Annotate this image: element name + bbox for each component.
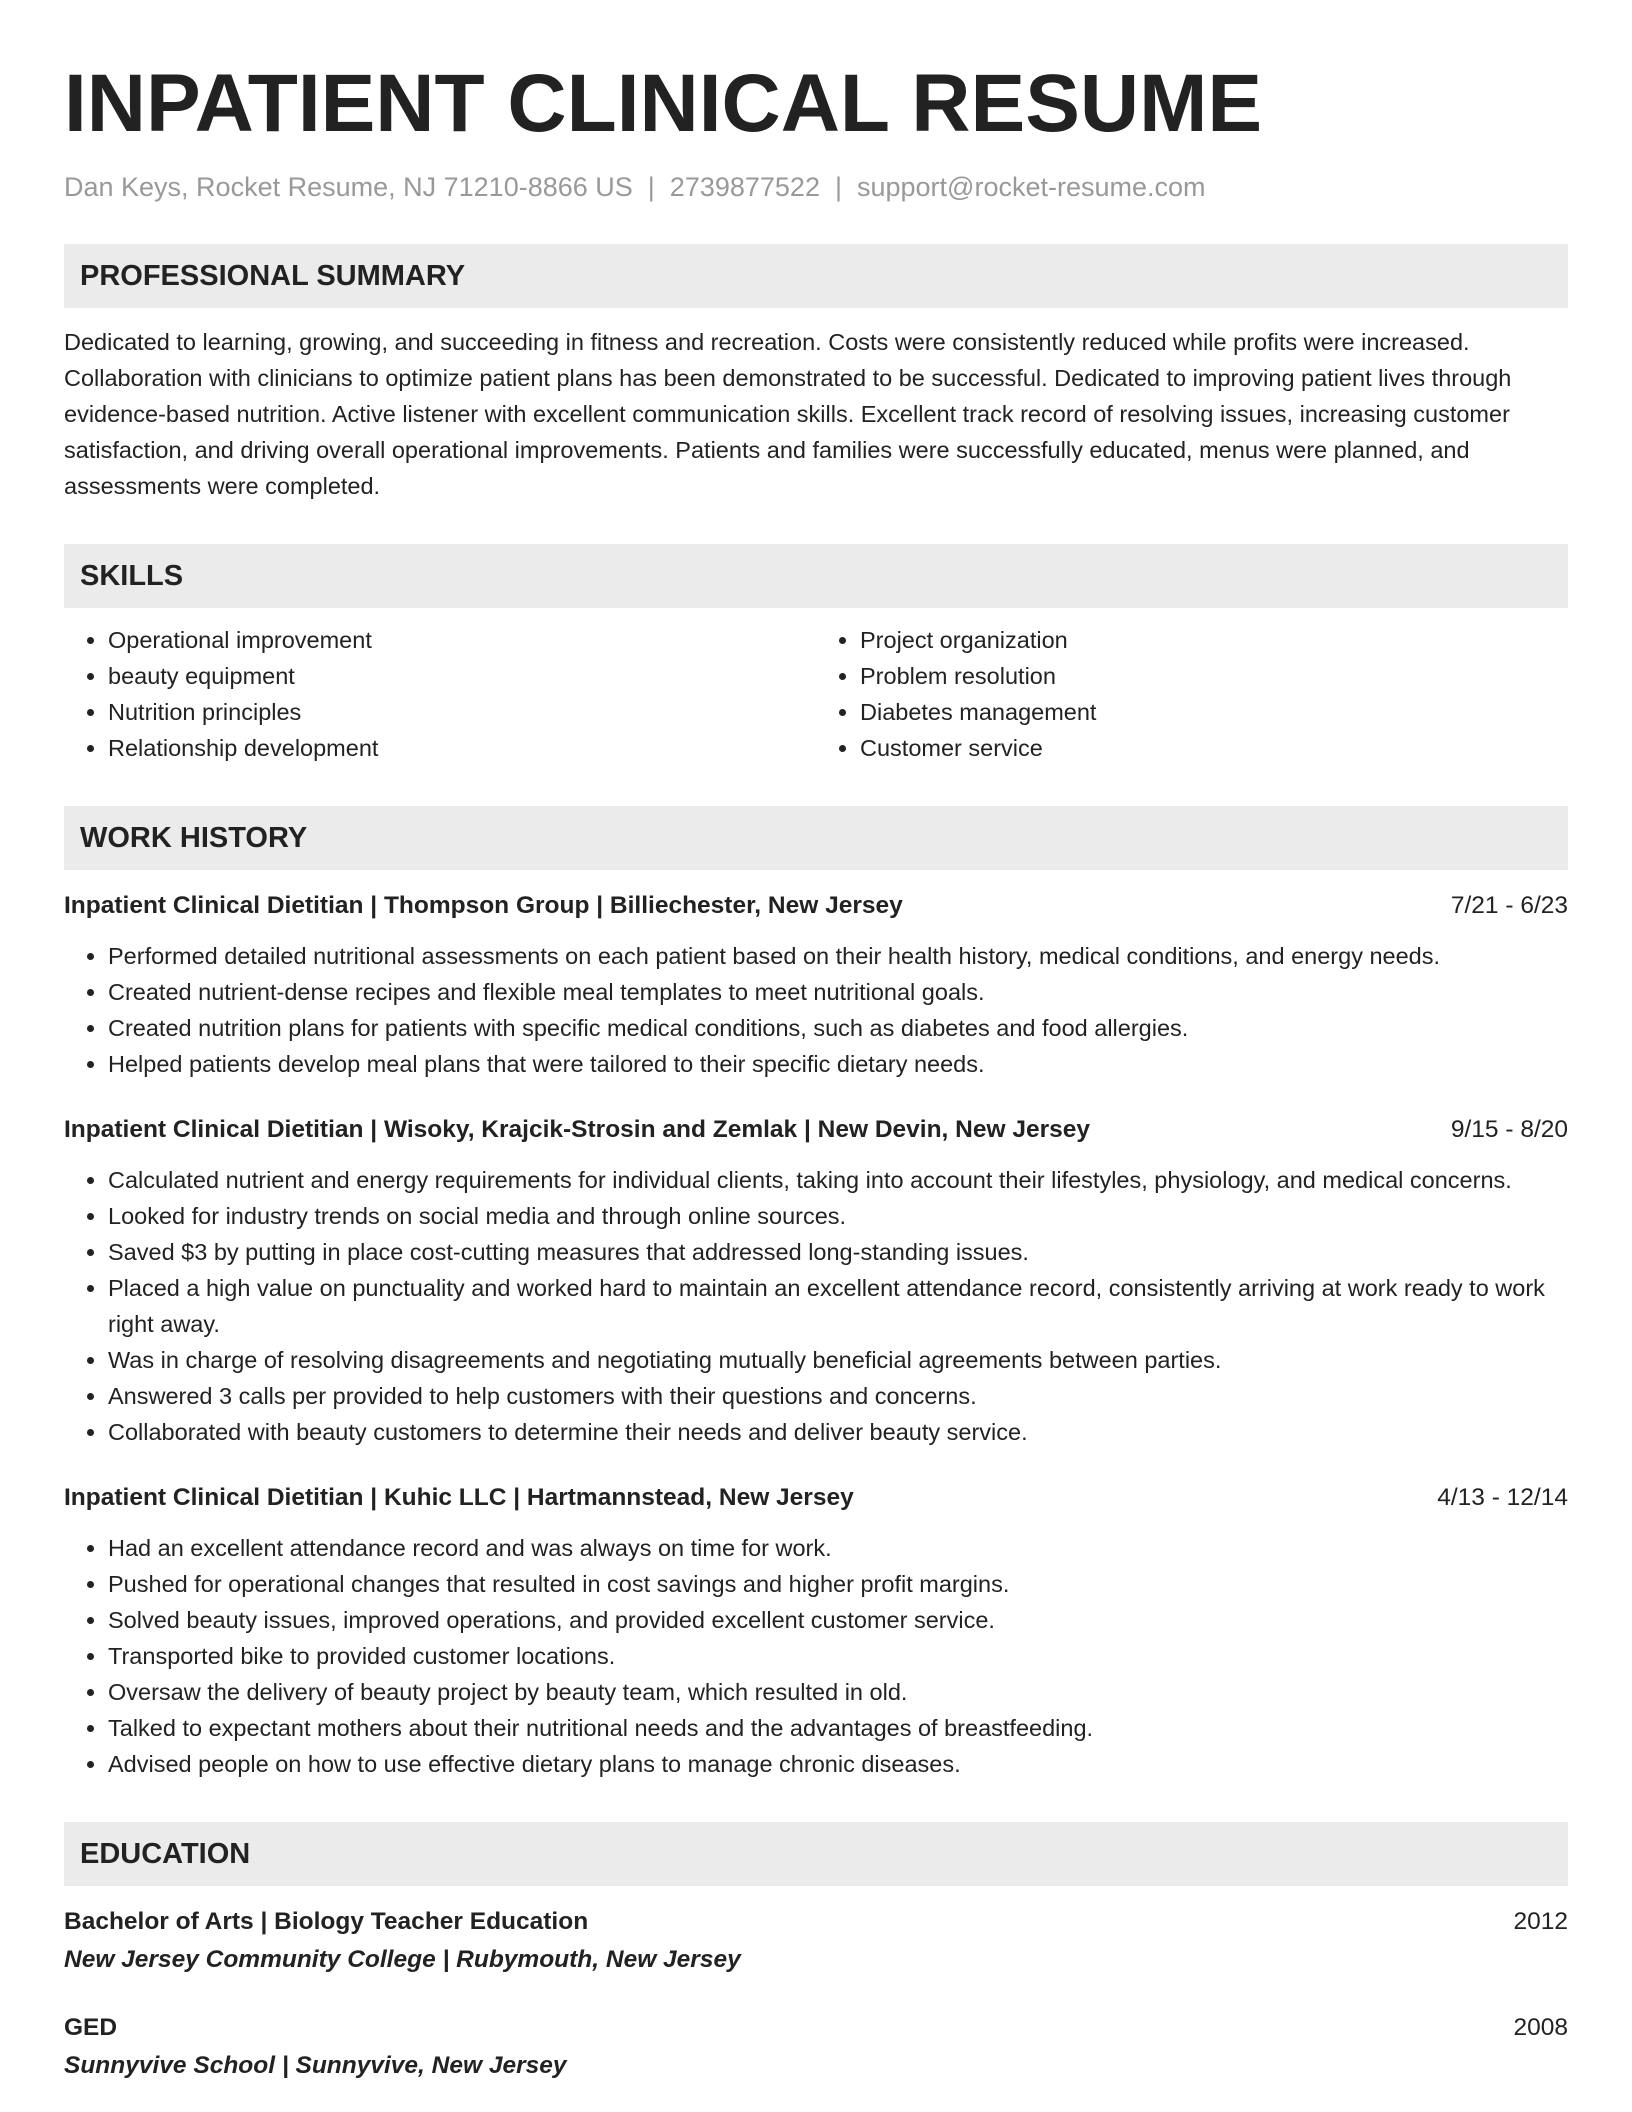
education-header bbox=[64, 2010, 1568, 2046]
skill-item: • Problem resolution bbox=[860, 658, 1568, 694]
contact-line bbox=[64, 170, 1568, 204]
job-bullet: • Was in charge of resolving disagreements and negotiating mutually beneficial agreements between parties. bbox=[108, 1342, 1568, 1378]
education-school: Sunnyvive School | Sunnyvive, New Jersey bbox=[64, 2052, 567, 2079]
skills-list-right bbox=[816, 622, 1568, 766]
skill-item: • Customer service bbox=[860, 730, 1568, 766]
job-bullet: • Oversaw the delivery of beauty project by beauty team, which resulted in old. bbox=[108, 1674, 1568, 1710]
job-bullet: • Created nutrition plans for patients with specific medical conditions, such as diabetes and food allergies. bbox=[108, 1010, 1568, 1046]
job-bullet: • Performed detailed nutritional assessments on each patient based on their health history, medical conditions, and energy needs. bbox=[108, 938, 1568, 974]
job-header bbox=[64, 1112, 1568, 1148]
job-bullet: • Had an excellent attendance record and was always on time for work. bbox=[108, 1530, 1568, 1566]
job-bullet: • Helped patients develop meal plans that were tailored to their specific dietary needs. bbox=[108, 1046, 1568, 1082]
skill-item: • Relationship development bbox=[108, 730, 816, 766]
job-bullet: • Saved $3 by putting in place cost-cutting measures that addressed long-standing issues. bbox=[108, 1234, 1568, 1270]
contact-email: support@rocket-resume.com bbox=[856, 172, 1206, 202]
section-header-skills: SKILLS bbox=[64, 544, 1568, 608]
skills-list-left bbox=[64, 622, 816, 766]
job-bullet: • Answered 3 calls per provided to help customers with their questions and concerns. bbox=[108, 1378, 1568, 1414]
education-year: 2008 bbox=[1513, 2014, 1568, 2041]
job-bullet: • Looked for industry trends on social media and through online sources. bbox=[108, 1198, 1568, 1234]
job-bullet: • Pushed for operational changes that resulted in cost savings and higher profit margins. bbox=[108, 1566, 1568, 1602]
job-entry bbox=[64, 1112, 1568, 1450]
contact-separator: | bbox=[647, 172, 655, 202]
education-degree: Bachelor of Arts | Biology Teacher Education bbox=[64, 1908, 589, 1935]
education-school: New Jersey Community College | Rubymouth, New Jersey bbox=[64, 1946, 741, 1973]
job-header bbox=[64, 888, 1568, 924]
skill-item: • Operational improvement bbox=[108, 622, 816, 658]
job-bullet: • Solved beauty issues, improved operations, and provided excellent customer service. bbox=[108, 1602, 1568, 1638]
education-entry bbox=[64, 2010, 1568, 2086]
education-degree: GED bbox=[64, 2014, 118, 2041]
skills-grid bbox=[64, 622, 1568, 766]
job-bullet: • Talked to expectant mothers about their nutritional needs and the advantages of breastfeeding. bbox=[108, 1710, 1568, 1746]
job-title: Inpatient Clinical Dietitian | Thompson Group | Billiechester, New Jersey bbox=[64, 892, 903, 919]
section-header-summary: PROFESSIONAL SUMMARY bbox=[64, 244, 1568, 308]
contact-phone: 2739877522 bbox=[669, 172, 820, 202]
section-header-work-history: WORK HISTORY bbox=[64, 806, 1568, 870]
job-bullet: • Created nutrient-dense recipes and flexible meal templates to meet nutritional goals. bbox=[108, 974, 1568, 1010]
skill-item: • beauty equipment bbox=[108, 658, 816, 694]
skill-item: • Project organization bbox=[860, 622, 1568, 658]
job-header bbox=[64, 1480, 1568, 1516]
job-bullet: • Advised people on how to use effective dietary plans to manage chronic diseases. bbox=[108, 1746, 1568, 1782]
summary-text: Dedicated to learning, growing, and succeeding in fitness and recreation. Costs were consistently reduced while profits were increased. Collaboration with clinicians to optimize patient plans has been demonstrated to be successful. Dedicated to improving patient lives through evidence-based nutrition. Active listener with excellent communication skills. Excellent track record of resolving issues, increasing customer satisfaction, and driving overall operational improvements. Patients and families were successfully educated, menus were planned, and assessments were completed. bbox=[64, 329, 1512, 499]
job-entry bbox=[64, 888, 1568, 1082]
job-bullets bbox=[64, 1530, 1568, 1782]
education-header bbox=[64, 1904, 1568, 1940]
job-bullet: • Transported bike to provided customer locations. bbox=[108, 1638, 1568, 1674]
job-bullet: • Placed a high value on punctuality and worked hard to maintain an excellent attendance record, consistently arriving at work ready to work right away. bbox=[108, 1270, 1568, 1342]
job-dates: 7/21 - 6/23 bbox=[1450, 892, 1568, 919]
job-title: Inpatient Clinical Dietitian | Kuhic LLC | Hartmannstead, New Jersey bbox=[64, 1484, 854, 1511]
skill-item: • Nutrition principles bbox=[108, 694, 816, 730]
job-bullet: • Collaborated with beauty customers to determine their needs and deliver beauty service. bbox=[108, 1414, 1568, 1450]
job-dates: 9/15 - 8/20 bbox=[1450, 1116, 1568, 1143]
job-bullet: • Calculated nutrient and energy requirements for individual clients, taking into account their lifestyles, physiology, and medical concerns. bbox=[108, 1162, 1568, 1198]
resume-title: INPATIENT CLINICAL RESUME bbox=[64, 58, 1263, 149]
job-bullets bbox=[64, 938, 1568, 1082]
job-title: Inpatient Clinical Dietitian | Wisoky, Krajcik-Strosin and Zemlak | New Devin, New Jersey bbox=[64, 1116, 1091, 1143]
job-entry bbox=[64, 1480, 1568, 1782]
education-entry bbox=[64, 1904, 1568, 1980]
job-bullets bbox=[64, 1162, 1568, 1450]
section-header-education: EDUCATION bbox=[64, 1822, 1568, 1886]
skill-item: • Diabetes management bbox=[860, 694, 1568, 730]
job-dates: 4/13 - 12/14 bbox=[1437, 1484, 1568, 1511]
contact-separator: | bbox=[834, 172, 842, 202]
contact-address: Dan Keys, Rocket Resume, NJ 71210-8866 US bbox=[64, 172, 633, 202]
education-year: 2012 bbox=[1513, 1908, 1568, 1935]
